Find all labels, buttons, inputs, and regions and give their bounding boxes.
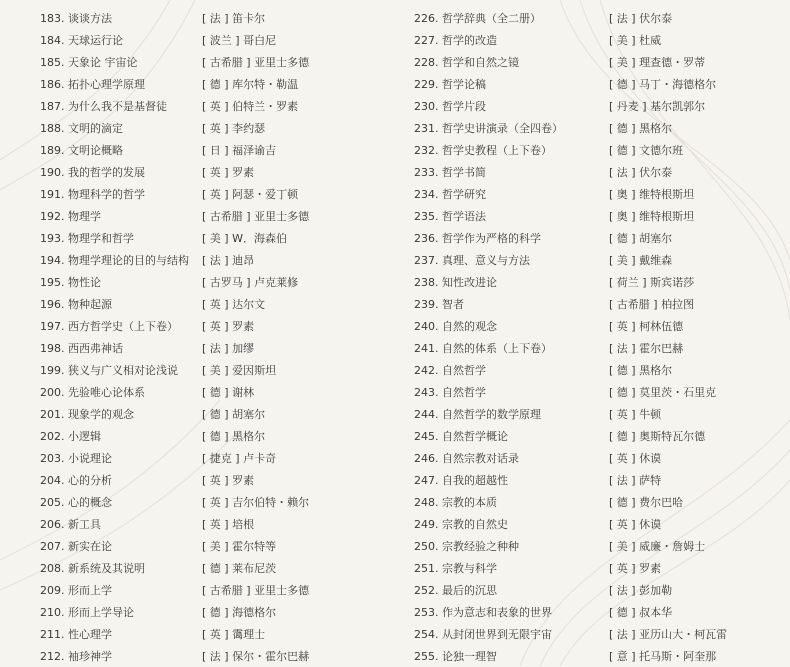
book-author: [ 英 ] 罗素 [202,166,255,179]
book-author: [ 英 ] 罗素 [202,474,255,487]
book-number: 207. [40,540,65,553]
book-number: 202. [40,430,65,443]
book-number: 238. [414,276,439,289]
book-number: 234. [414,188,439,201]
book-author: [ 法 ] 加缪 [202,342,255,355]
book-author: [ 德 ] 费尔巴哈 [609,496,684,509]
book-author: [ 德 ] 胡塞尔 [609,232,673,245]
book-author: [ 法 ] 萨特 [609,474,662,487]
book-number: 241. [414,342,439,355]
book-title: 新实在论 [68,540,112,553]
book-title: 哲学研究 [442,188,486,201]
book-author: [ 美 ] 威廉・詹姆士 [609,540,706,553]
book-entry [414,339,604,359]
book-number: 192. [40,210,65,223]
book-author: [ 德 ] 马丁・海德格尔 [609,78,717,91]
book-title: 天象论 宇宙论 [68,56,138,69]
book-entry [40,273,200,293]
book-number: 247. [414,474,439,487]
book-author: [ 荷兰 ] 斯宾诺莎 [609,276,695,289]
book-author: [ 美 ] 杜威 [609,34,662,47]
book-number: 200. [40,386,65,399]
book-number: 204. [40,474,65,487]
book-author: [ 日 ] 福泽谕吉 [202,144,277,157]
book-author: [ 德 ] 叔本华 [609,606,673,619]
book-title: 自我的超越性 [442,474,508,487]
book-number: 196. [40,298,65,311]
book-title: 自然哲学 [442,386,486,399]
book-title: 物种起源 [68,298,112,311]
book-title: 哲学史教程（上下卷） [442,144,552,157]
book-entry [414,603,604,623]
book-author: [ 美 ] 戴维森 [609,254,673,267]
book-entry [414,405,604,425]
book-entry [414,493,604,513]
book-number: 186. [40,78,65,91]
book-number: 188. [40,122,65,135]
book-number: 244. [414,408,439,421]
book-title: 我的哲学的发展 [68,166,145,179]
book-title: 为什么我不是基督徒 [68,100,167,113]
book-title: 哲学片段 [442,100,486,113]
book-number: 250. [414,540,439,553]
book-title: 袖珍神学 [68,650,112,663]
book-title: 自然的体系（上下卷） [442,342,552,355]
book-number: 245. [414,430,439,443]
book-entry [414,361,604,381]
book-author: [ 德 ] 黑格尔 [609,122,673,135]
book-title: 新系统及其说明 [68,562,145,575]
book-title: 新工具 [68,518,101,531]
book-title: 宗教的本质 [442,496,497,509]
book-title: 心的概念 [68,496,112,509]
book-title: 性心理学 [68,628,112,641]
book-entry [40,339,200,359]
book-title: 拓扑心理学原理 [68,78,145,91]
book-entry [40,185,200,205]
book-entry [414,515,604,535]
book-author: [ 德 ] 谢林 [202,386,255,399]
book-title: 从封闭世界到无限宇宙 [442,628,552,641]
book-number: 190. [40,166,65,179]
book-entry [414,295,604,315]
book-author: [ 美 ] W．海森伯 [202,232,287,245]
book-entry [40,295,200,315]
book-title: 哲学论稿 [442,78,486,91]
book-number: 230. [414,100,439,113]
book-author: [ 英 ] 柯林伍德 [609,320,684,333]
book-author: [ 德 ] 海德格尔 [202,606,277,619]
book-entry [414,625,604,645]
book-number: 226. [414,12,439,25]
book-entry [414,383,604,403]
book-author: [ 英 ] 伯特兰・罗素 [202,100,299,113]
book-title: 自然哲学概论 [442,430,508,443]
book-title: 形而上学 [68,584,112,597]
book-number: 206. [40,518,65,531]
book-title: 知性改进论 [442,276,497,289]
book-entry [40,471,200,491]
book-title: 宗教的自然史 [442,518,508,531]
book-author: [ 法 ] 霍尔巴赫 [609,342,684,355]
book-author: [ 意 ] 托马斯・阿奎那 [609,650,717,663]
book-number: 227. [414,34,439,47]
book-author: [ 丹麦 ] 基尔凯郭尔 [609,100,706,113]
book-number: 198. [40,342,65,355]
book-title: 哲学书简 [442,166,486,179]
book-author: [ 德 ] 奥斯特瓦尔德 [609,430,706,443]
book-author: [ 英 ] 霭理士 [202,628,266,641]
book-entry [40,251,200,271]
book-number: 246. [414,452,439,465]
book-title: 自然宗教对话录 [442,452,519,465]
book-entry [40,75,200,95]
book-title: 智者 [442,298,464,311]
book-entry [414,273,604,293]
book-author: [ 英 ] 牛顿 [609,408,662,421]
book-number: 251. [414,562,439,575]
book-author: [ 英 ] 李约瑟 [202,122,266,135]
book-author: [ 美 ] 爱因斯坦 [202,364,277,377]
book-entry [40,537,200,557]
book-number: 235. [414,210,439,223]
book-number: 201. [40,408,65,421]
book-author: [ 法 ] 伏尔泰 [609,166,673,179]
book-number: 199. [40,364,65,377]
book-number: 210. [40,606,65,619]
book-entry [40,361,200,381]
book-entry [414,97,604,117]
book-entry [40,141,200,161]
book-author: [ 德 ] 莱布尼茨 [202,562,277,575]
book-entry [414,317,604,337]
book-entry [40,427,200,447]
book-number: 203. [40,452,65,465]
book-number: 184. [40,34,65,47]
book-entry [40,229,200,249]
book-entry [414,647,604,667]
book-title: 小说理论 [68,452,112,465]
book-title: 物性论 [68,276,101,289]
book-number: 233. [414,166,439,179]
book-author: [ 德 ] 黑格尔 [202,430,266,443]
book-title: 自然哲学 [442,364,486,377]
book-entry [414,581,604,601]
book-number: 231. [414,122,439,135]
book-entry [40,207,200,227]
book-entry [414,53,604,73]
book-author: [ 英 ] 休谟 [609,518,662,531]
book-author: [ 德 ] 胡塞尔 [202,408,266,421]
book-author: [ 奥 ] 维特根斯坦 [609,210,695,223]
book-title: 文明的滴定 [68,122,123,135]
book-title: 真理、意义与方法 [442,254,530,267]
book-author: [ 英 ] 休谟 [609,452,662,465]
book-entry [414,537,604,557]
book-entry [40,449,200,469]
book-entry [414,251,604,271]
book-title: 物理学理论的目的与结构 [68,254,189,267]
book-number: 253. [414,606,439,619]
book-author: [ 德 ] 库尔特・勒温 [202,78,299,91]
book-title: 先验唯心论体系 [68,386,145,399]
book-author: [ 美 ] 霍尔特等 [202,540,277,553]
book-entry [40,625,200,645]
book-title: 论独一理智 [442,650,497,663]
book-title: 宗教经验之种种 [442,540,519,553]
book-number: 229. [414,78,439,91]
book-entry [40,581,200,601]
book-author: [ 法 ] 保尔・霍尔巴赫 [202,650,310,663]
book-number: 243. [414,386,439,399]
book-number: 248. [414,496,439,509]
book-title: 哲学和自然之镜 [442,56,519,69]
book-number: 205. [40,496,65,509]
book-author: [ 美 ] 理查德・罗蒂 [609,56,706,69]
book-author: [ 英 ] 罗素 [609,562,662,575]
book-entry [40,31,200,51]
book-author: [ 英 ] 达尔文 [202,298,266,311]
book-number: 185. [40,56,65,69]
book-title: 哲学史讲演录（全四卷） [442,122,563,135]
book-number: 195. [40,276,65,289]
book-author: [ 英 ] 阿瑟・爱丁顿 [202,188,299,201]
book-number: 240. [414,320,439,333]
book-number: 242. [414,364,439,377]
book-title: 形而上学导论 [68,606,134,619]
book-title: 自然哲学的数学原理 [442,408,541,421]
book-entry [40,53,200,73]
book-author: [ 英 ] 培根 [202,518,255,531]
book-title: 西方哲学史（上下卷） [68,320,178,333]
book-number: 252. [414,584,439,597]
book-title: 西西弗神话 [68,342,123,355]
book-author: [ 德 ] 莫里茨・石里克 [609,386,717,399]
book-entry [40,119,200,139]
book-title: 狭义与广义相对论浅说 [68,364,178,377]
book-author: [ 法 ] 亚历山大・柯瓦雷 [609,628,728,641]
book-number: 228. [414,56,439,69]
book-entry [414,163,604,183]
book-entry [40,515,200,535]
book-author: [ 德 ] 文德尔班 [609,144,684,157]
book-title: 物理学和哲学 [68,232,134,245]
book-number: 232. [414,144,439,157]
book-title: 现象学的观念 [68,408,134,421]
book-title: 哲学的改造 [442,34,497,47]
book-entry [40,317,200,337]
book-entry [414,9,604,29]
book-author: [ 捷克 ] 卢卡奇 [202,452,277,465]
book-title: 作为意志和表象的世界 [442,606,552,619]
book-author: [ 法 ] 迪昂 [202,254,255,267]
book-title: 物理学 [68,210,101,223]
book-author: [ 法 ] 彭加勒 [609,584,673,597]
book-author: [ 古罗马 ] 卢克莱修 [202,276,299,289]
book-entry [414,207,604,227]
book-author: [ 奥 ] 维特根斯坦 [609,188,695,201]
book-number: 249. [414,518,439,531]
book-title: 最后的沉思 [442,584,497,597]
book-author: [ 德 ] 黑格尔 [609,364,673,377]
book-entry [414,449,604,469]
book-number: 237. [414,254,439,267]
book-entry [40,97,200,117]
book-entry [414,471,604,491]
book-number: 183. [40,12,65,25]
book-entry [40,493,200,513]
book-entry [40,603,200,623]
book-entry [40,9,200,29]
book-title: 谈谈方法 [68,12,112,25]
book-number: 193. [40,232,65,245]
book-title: 心的分析 [68,474,112,487]
book-title: 自然的观念 [442,320,497,333]
book-author: [ 古希腊 ] 亚里士多德 [202,584,310,597]
book-number: 189. [40,144,65,157]
book-number: 255. [414,650,439,663]
book-entry [414,119,604,139]
book-title: 天球运行论 [68,34,123,47]
book-title: 宗教与科学 [442,562,497,575]
book-title: 小逻辑 [68,430,101,443]
book-number: 211. [40,628,65,641]
book-number: 197. [40,320,65,333]
book-author: [ 法 ] 笛卡尔 [202,12,266,25]
book-entry [414,31,604,51]
book-number: 254. [414,628,439,641]
book-title: 文明论概略 [68,144,123,157]
book-author: [ 英 ] 罗素 [202,320,255,333]
book-title: 物理科学的哲学 [68,188,145,201]
book-number: 212. [40,650,65,663]
book-entry [414,427,604,447]
book-entry [414,185,604,205]
book-number: 208. [40,562,65,575]
book-title: 哲学辞典（全二册） [442,12,541,25]
book-author: [ 古希腊 ] 亚里士多德 [202,56,310,69]
book-title: 哲学语法 [442,210,486,223]
book-entry [40,405,200,425]
book-entry [414,559,604,579]
book-author: [ 法 ] 伏尔泰 [609,12,673,25]
book-author: [ 英 ] 吉尔伯特・赖尔 [202,496,310,509]
book-number: 239. [414,298,439,311]
book-entry [40,559,200,579]
book-entry [40,647,200,667]
book-number: 236. [414,232,439,245]
book-entry [414,75,604,95]
book-entry [40,383,200,403]
book-author: [ 古希腊 ] 柏拉图 [609,298,695,311]
book-entry [40,163,200,183]
book-author: [ 古希腊 ] 亚里士多德 [202,210,310,223]
book-number: 191. [40,188,65,201]
book-author: [ 波兰 ] 哥白尼 [202,34,277,47]
book-number: 194. [40,254,65,267]
book-entry [414,229,604,249]
book-number: 209. [40,584,65,597]
book-number: 187. [40,100,65,113]
book-title: 哲学作为严格的科学 [442,232,541,245]
book-entry [414,141,604,161]
